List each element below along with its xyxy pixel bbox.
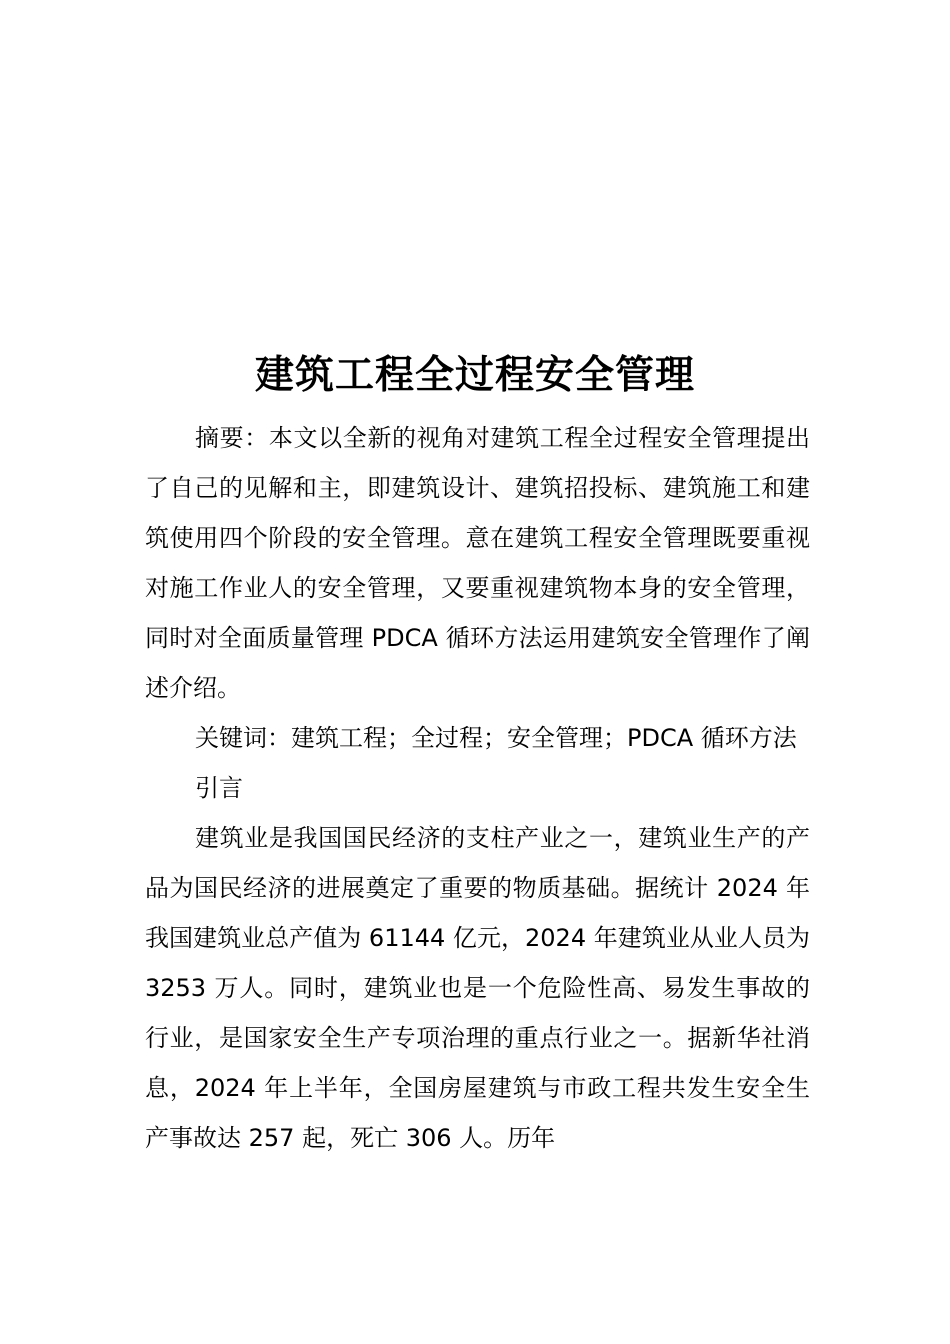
section-heading-introduction: 引言: [195, 774, 243, 802]
document-body: [145, 413, 810, 1163]
abstract-paragraph: 摘要：本文以全新的视角对建筑工程全过程安全管理提出了自己的见解和主，即建筑设计、建筑招投标、建筑施工和建筑使用四个阶段的安全管理。意在建筑工程安全管理既要重视对施工作业人的安全管理，又要重视建筑物本身的安全管理，同时对全面质量管理 PDCA 循环方法运用建筑安全管理作了阐述介绍。: [145, 424, 810, 702]
introduction-paragraph: 建筑业是我国国民经济的支柱产业之一，建筑业生产的产品为国民经济的进展奠定了重要的物质基础。据统计 2024 年我国建筑业总产值为 61144 亿元，2024 年建筑业从业人员为 3253 万人。同时，建筑业也是一个危险性高、易发生事故的行业，是国家安全生产专项治理的重点行业之一。据新华社消息，2024 年上半年，全国房屋建筑与市政工程共发生安全生产事故达 257 起，死亡 306 人。历年: [145, 824, 810, 1152]
keywords-paragraph: 关键词：建筑工程；全过程；安全管理；PDCA 循环方法: [195, 724, 797, 752]
document-title: 建筑工程全过程安全管理: [254, 353, 695, 398]
